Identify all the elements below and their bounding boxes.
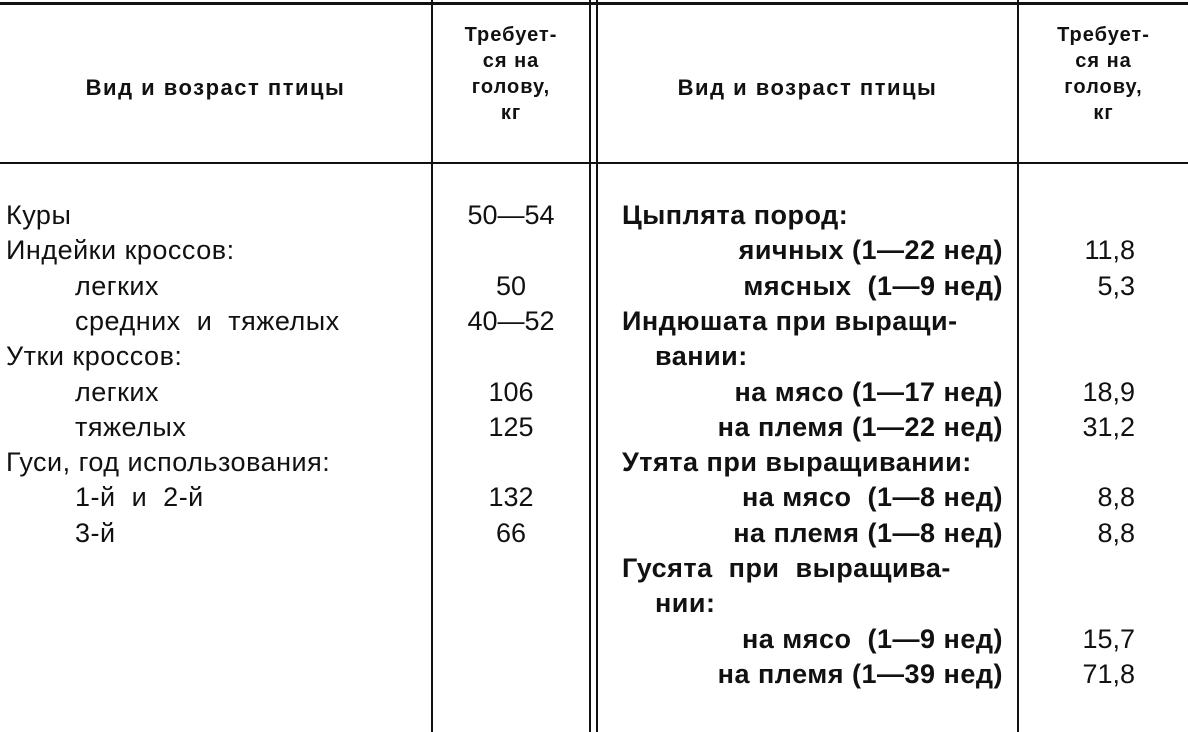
right-row-value: 31,2 [1082,411,1135,442]
left-row-value: 125 [488,411,534,442]
right-row-label: вании: [655,341,748,372]
right-row-value: 8,8 [1097,482,1135,513]
left-row-label: Гуси, год использования: [6,447,331,478]
right-row-label: Индюшата при выращи- [622,305,958,336]
right-row-value: 15,7 [1082,623,1135,654]
left-row-value: 132 [488,482,534,513]
left-row-label: Куры [6,200,72,230]
left-row-label: Утки кроссов: [6,341,183,372]
header-left-species: Вид и возраст птицы [85,75,346,100]
left-row-label: Индейки кроссов: [6,235,235,266]
header-rule [0,162,1188,164]
left-row-label: легких [75,270,160,301]
right-row-label: на племя (1—8 нед) [733,517,1003,548]
divider-double-a [589,0,591,732]
left-row-label: 3-й [75,517,116,548]
right-row-value: 11,8 [1084,235,1135,266]
right-row-value: 18,9 [1082,376,1135,407]
right-row-label: Гусята при выращива- [622,553,951,583]
right-row-label: яичных (1—22 нед) [738,235,1003,266]
left-row-value: 50—54 [467,200,555,230]
right-row-value: 5,3 [1097,270,1135,301]
top-rule [0,2,1188,5]
right-row-label: на племя (1—39 нед) [717,658,1003,689]
header-left-value: Требует- ся на голову, кг [464,24,558,124]
left-row-value: 66 [495,517,527,548]
left-row-value: 40—52 [467,305,555,336]
divider-double-b [596,0,598,732]
right-row-value: 71,8 [1082,658,1135,689]
right-row-label: на мясо (1—9 нед) [741,623,1003,654]
left-row-label: средних и тяжелых [75,305,340,336]
right-row-value: 8,8 [1097,517,1135,548]
right-row-label: Утята при выращивании: [622,447,972,478]
header-right-value: Требует- ся на голову, кг [1057,24,1150,124]
right-row-label: на мясо (1—17 нед) [734,376,1003,407]
left-row-value: 106 [488,376,534,407]
right-row-label: на племя (1—22 нед) [717,411,1003,442]
header-right-species: Вид и возраст птицы [677,75,938,100]
left-row-label: тяжелых [75,411,187,442]
right-row-label: мясных (1—9 нед) [743,270,1003,301]
right-row-label: Цыплята пород: [622,200,849,230]
left-row-label: легких [75,376,160,407]
left-row-value: 50 [495,270,527,301]
right-row-label: на мясо (1—8 нед) [741,482,1003,513]
right-row-label: нии: [655,588,716,619]
left-row-label: 1-й и 2-й [75,482,204,513]
